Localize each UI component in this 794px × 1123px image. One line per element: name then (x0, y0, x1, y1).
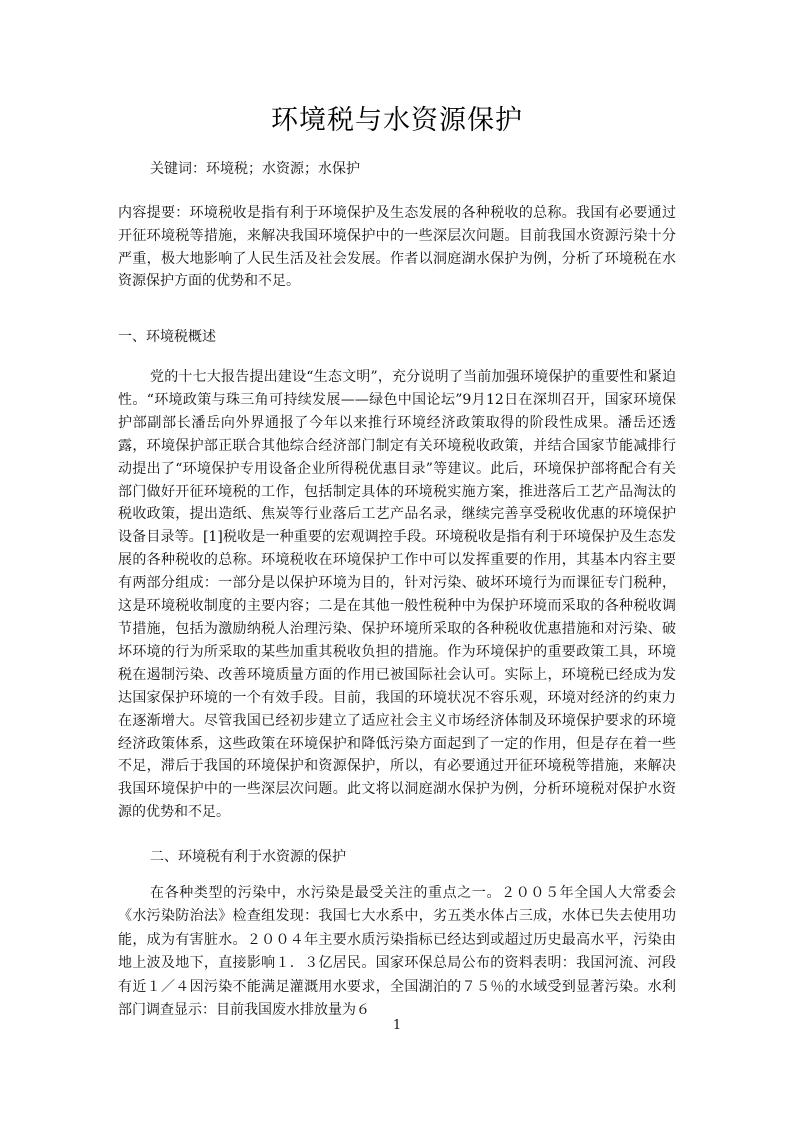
document-title: 环境税与水资源保护 (271, 105, 523, 136)
section-1-body: 党的十七大报告提出建设“生态文明”，充分说明了当前加强环境保护的重要性和紧迫性。“环境政策与珠三角可持续发展——绿色中国论坛”9月12日在深圳召开，国家环境保护部副部长潘岳向外界通报了今年以来推行环境经济政策取得的阶段性成果。潘岳还透露，环境保护部正联合其他综合经济部门制定有关环境税收政策，并结合国家节能减排行动提出了“环境保护专用设备企业所得税优惠目录”等建议。此后，环境保护部将配合有关部门做好开征环境税的工作，包括制定具体的环境税实施方案，推进落后工艺产品淘汰的税收政策，提出造纸、焦炭等行业落后工艺产品名录，继续完善享受税收优惠的环境保护设备目录等。[1]税收是一种重要的宏观调控手段。环境税收是指有利于环境保护及生态发展的各种税收的总称。环境税收在环境保护工作中可以发挥重要的作用，其基本内容主要有两部分组成：一部分是以保护环境为目的，针对污染、破坏环境行为而课征专门税种，这是环境税收制度的主要内容；二是在其他一般性税种中为保护环境而采取的各种税收调节措施，包括为激励纳税人治理污染、保护环境所采取的各种税收优惠措施和对污染、破坏环境的行为所采取的某些加重其税收负担的措施。作为环境保护的重要政策工具，环境税在遏制污染、改善环境质量方面的作用已被国际社会认可。实际上，环境税已经成为发达国家保护环境的一个有效手段。目前，我国的环境状况不容乐观，环境对经济的约束力在逐渐增大。尽管我国已经初步建立了适应社会主义市场经济体制及环境保护要求的环境经济政策体系，这些政策在环境保护和降低污染方面起到了一定的作用，但是存在着一些不足，滞后于我国的环境保护和资源保护，所以，有必要通过开征环境税等措施，来解决我国环境保护中的一些深层次问题。此文将以洞庭湖水保护为例，分析环境税对保护水资源的优势和不足。 (118, 369, 676, 821)
section-heading-1: 一、环境税概述 (118, 329, 216, 345)
section-heading-2: 二、环境税有利于水资源的保护 (150, 849, 346, 865)
page-number: 1 (392, 1018, 402, 1033)
section-2-body: 在各种类型的污染中，水污染是最受关注的重点之一。２００５年全国人大常委会《水污染防治法》检查组发现：我国七大水系中，劣五类水体占三成，水体已失去使用功能，成为有害脏水。２００４年主要水质污染指标已经达到或超过历史最高水平，污染由地上波及地下，直接影响１．３亿居民。国家环保总局公布的资料表明：我国河流、河段有近１／４因污染不能满足灌溉用水要求，全国湖泊的７５％的水域受到显著污染。水利部门调查显示：目前我国废水排放量为６ (118, 885, 676, 1019)
abstract-paragraph: 内容提要：环境税收是指有利于环境保护及生态发展的各种税收的总称。我国有必要通过开征环境税等措施，来解决我国环境保护中的一些深层次问题。目前我国水资源污染十分严重，极大地影响了人民生活及社会发展。作者以洞庭湖水保护为例，分析了环境税在水资源保护方面的优势和不足。 (118, 205, 676, 290)
keywords-line: 关键词：环境税；水资源；水保护 (150, 161, 360, 177)
